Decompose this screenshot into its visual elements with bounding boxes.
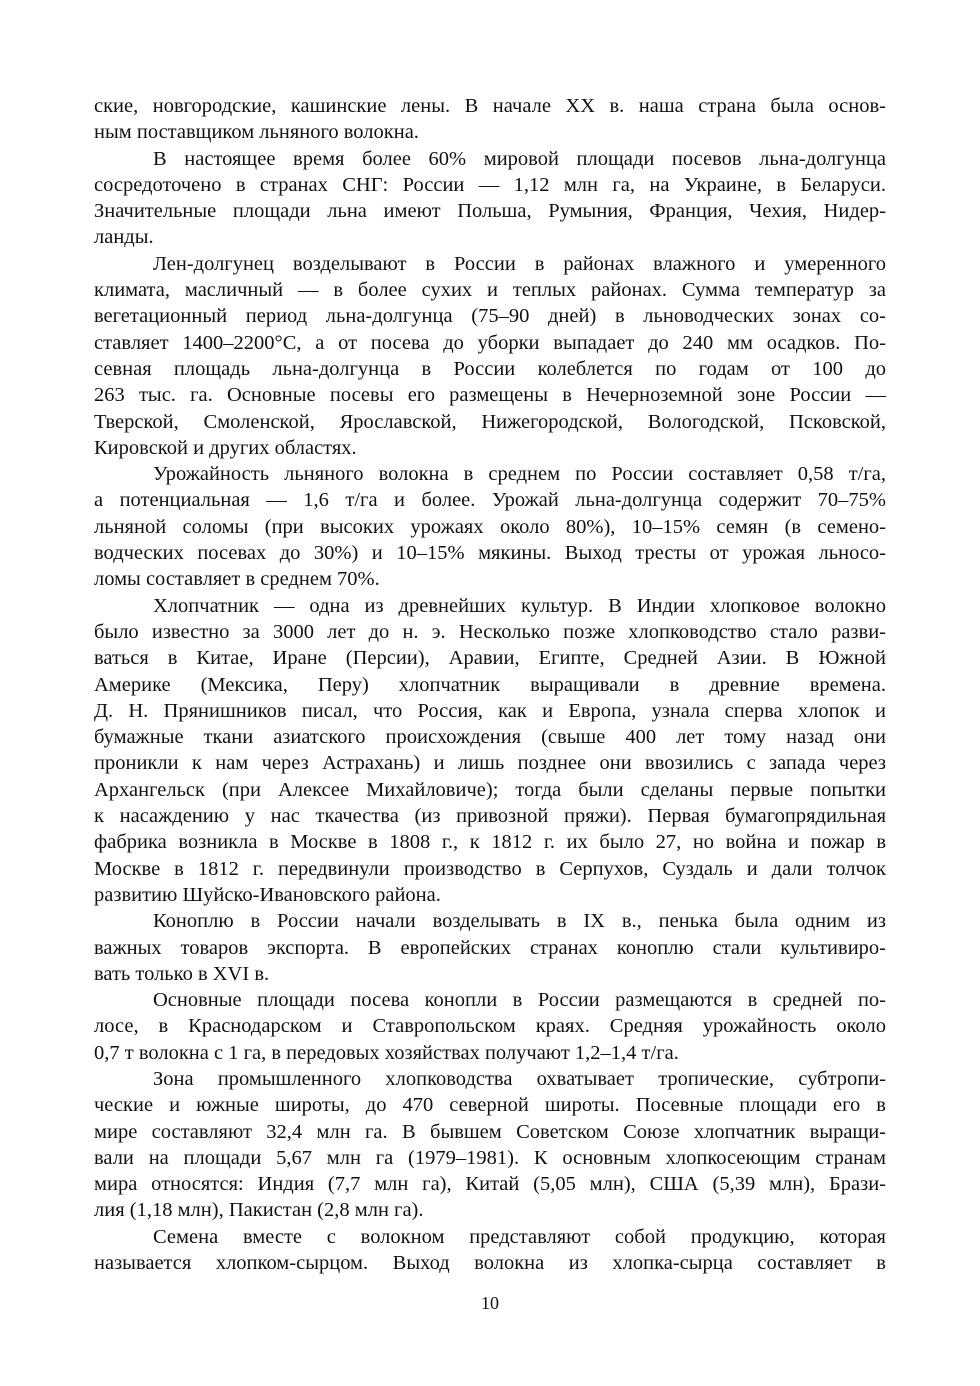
paragraph <box>94 593 886 909</box>
text-line: а потенциальная — 1,6 т/га и более. Урожай льна-долгунца содержит 70–75% <box>94 489 886 512</box>
paragraph <box>94 461 886 592</box>
text-line: ным поставщиком льняного волокна. <box>94 121 419 144</box>
text-line: развитию Шуйско-Ивановского района. <box>94 883 441 906</box>
text-line: фабрика возникла в Москве в 1808 г., к 1812 г. их было 27, но война и пожар в <box>94 831 886 854</box>
text-line: мире составляют 32,4 млн га. В бывшем Советском Союзе хлопчатник выращи- <box>94 1120 886 1143</box>
text-line: называется хлопком-сырцом. Выход волокна из хлопка-сырца составляет в <box>94 1252 886 1275</box>
text-line: вегетационный период льна-долгунца (75–90 дней) в льноводческих зонах со- <box>94 305 886 328</box>
text-line: бумажные ткани азиатского происхождения (свыше 400 лет тому назад они <box>94 726 886 749</box>
body-text <box>94 93 886 1276</box>
text-line: ломы составляет в среднем 70%. <box>94 568 380 591</box>
text-line: водческих посевах до 30%) и 10–15% мякины. Выход тресты от урожая льносо- <box>94 542 886 565</box>
text-line: Хлопчатник — одна из древнейших культур. В Индии хлопковое волокно <box>153 594 886 617</box>
text-line: ставляет 1400–2200°С, а от посева до уборки выпадает до 240 мм осадков. По- <box>94 331 886 354</box>
text-line: было известно за 3000 лет до н. э. Несколько позже хлопководство стало разви- <box>94 620 886 643</box>
paragraph <box>94 987 886 1066</box>
text-line: к насаждению у нас ткачества (из привозной пряжи). Первая бумагопрядильная <box>94 805 886 828</box>
text-line: Основные площади посева конопли в России размещаются в средней по- <box>153 989 886 1012</box>
text-line: Москве в 1812 г. передвинули производство в Серпухов, Суздаль и дали толчок <box>94 857 886 880</box>
text-line: Значительные площади льна имеют Польша, Румыния, Франция, Чехия, Нидер- <box>94 200 886 223</box>
text-line: вать только в XVI в. <box>94 962 270 985</box>
text-line: 263 тыс. га. Основные посевы его размещены в Нечерноземной зоне России — <box>94 384 886 407</box>
text-line: проникли к нам через Астрахань) и лишь позднее они ввозились с запада через <box>94 752 886 775</box>
text-line: лия (1,18 млн), Пакистан (2,8 млн га). <box>94 1199 424 1222</box>
text-line: важных товаров экспорта. В европейских странах коноплю стали культивиро- <box>94 936 886 959</box>
paragraph <box>94 908 886 987</box>
text-line: вали на площади 5,67 млн га (1979–1981). К основным хлопкосеющим странам <box>94 1146 886 1169</box>
paragraph <box>94 93 886 146</box>
text-line: Коноплю в России начали возделывать в IX в., пенька была одним из <box>153 910 886 933</box>
text-line: ческие и южные широты, до 470 северной широты. Посевные площади его в <box>94 1094 886 1117</box>
text-line: В настоящее время более 60% мировой площади посевов льна-долгунца <box>153 147 886 170</box>
text-line: севная площадь льна-долгунца в России колеблется по годам от 100 до <box>94 357 886 380</box>
text-line: климата, масличный — в более сухих и теплых районах. Сумма температур за <box>94 279 886 302</box>
paragraph <box>94 251 886 461</box>
text-line: Архангельск (при Алексее Михайловиче); тогда были сделаны первые попытки <box>94 778 886 801</box>
paragraph <box>94 146 886 251</box>
text-line: 0,7 т волокна с 1 га, в передовых хозяйствах получают 1,2–1,4 т/га. <box>94 1041 679 1064</box>
text-line: лосе, в Краснодарском и Ставропольском краях. Средняя урожайность около <box>94 1015 886 1038</box>
text-line: мира относятся: Индия (7,7 млн га), Китай (5,05 млн), США (5,39 млн), Брази- <box>94 1173 886 1196</box>
text-line: ланды. <box>94 226 154 249</box>
text-line: Тверской, Смоленской, Ярославской, Нижегородской, Вологодской, Псковской, <box>94 410 886 433</box>
text-line: Урожайность льняного волокна в среднем по России составляет 0,58 т/га, <box>153 463 886 486</box>
text-line: ские, новгородские, кашинские лены. В начале XX в. наша страна была основ- <box>94 95 886 117</box>
text-line: Д. Н. Прянишников писал, что Россия, как и Европа, узнала сперва хлопок и <box>94 699 886 722</box>
text-line: Семена вместе с волокном представляют собой продукцию, которая <box>153 1225 886 1248</box>
text-line: Америке (Мексика, Перу) хлопчатник выращивали в древние времена. <box>94 673 886 696</box>
text-line: Зона промышленного хлопководства охватывает тропические, субтропи- <box>153 1067 886 1090</box>
paragraph <box>94 1066 886 1224</box>
page-number: 10 <box>481 1293 499 1313</box>
text-line: сосредоточено в странах СНГ: России — 1,12 млн га, на Украине, в Беларуси. <box>94 173 886 196</box>
text-line: Кировской и других областях. <box>94 436 357 459</box>
text-line: Лен-долгунец возделывают в России в районах влажного и умеренного <box>153 252 886 275</box>
text-line: льняной соломы (при высоких урожаях около 80%), 10–15% семян (в семено- <box>94 515 886 538</box>
paragraph <box>94 1224 886 1277</box>
text-line: ваться в Китае, Иране (Персии), Аравии, Египте, Средней Азии. В Южной <box>94 647 886 670</box>
